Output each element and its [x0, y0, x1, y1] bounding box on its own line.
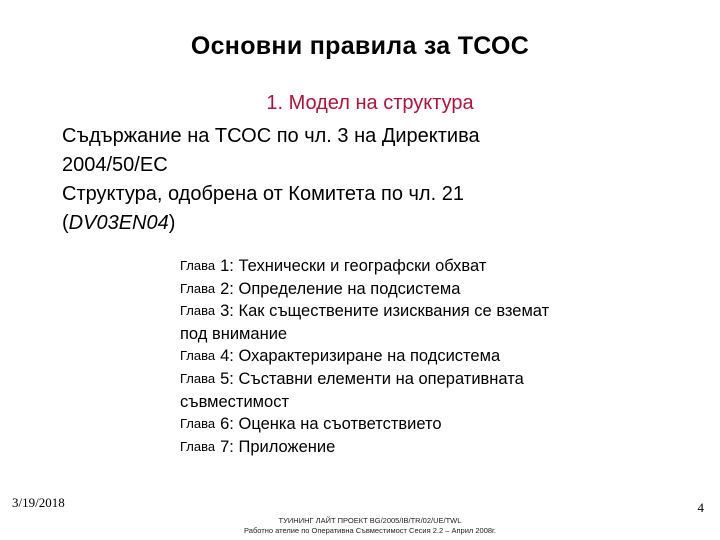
chapter-title: Определение на подсистема — [238, 279, 461, 298]
chapter-number: 1: — [220, 257, 234, 275]
chapter-title: Приложение — [238, 437, 336, 456]
chapter-number: 6: — [220, 415, 234, 434]
chapter-title: Съставни елементи на оперативната — [238, 369, 524, 388]
page-number: 4 — [697, 500, 704, 515]
chapter-number: 3: — [220, 302, 234, 321]
slide-date: 3/19/2018 — [12, 495, 65, 510]
slide-title: Основни правила за ТСОС — [190, 32, 530, 60]
chapter-title: Охарактеризиране на подсистема — [238, 347, 501, 366]
chapter-title: Технически и географски обхват — [238, 257, 487, 275]
chapter-number: 7: — [220, 437, 234, 456]
chapter-number: 4: — [220, 347, 234, 366]
chapter-item — [180, 345, 700, 368]
chapter-item — [180, 436, 700, 459]
intro-line-2: 2004/50/ЕС — [62, 154, 168, 176]
chapter-item — [180, 255, 700, 278]
intro-line-4 — [62, 209, 682, 238]
paren-open: ( — [62, 212, 69, 234]
chapter-word: Глава — [180, 303, 216, 319]
intro-line-3: Структура, одобрена от Комитета по чл. 21 — [62, 183, 464, 205]
chapter-item — [180, 413, 700, 436]
slide-footer — [0, 516, 720, 536]
chapter-list — [180, 255, 700, 458]
chapter-item — [180, 368, 700, 391]
chapter-word: Глава — [180, 258, 216, 273]
paren-close: ) — [168, 212, 176, 234]
footer-line-2: Работно ателие по Оперативна Съвместимост Сесия 2.2 – Април 2008г. — [244, 526, 496, 535]
chapter-word: Глава — [180, 280, 216, 296]
chapter-title-continuation: под внимание — [180, 324, 288, 343]
document-reference: DV03EN04 — [68, 212, 169, 234]
chapter-word: Глава — [180, 348, 216, 364]
footer-line-1: ТУИНИНГ ЛАЙТ ПРОЕКТ BG/2005/IB/TR/02/UE/TWL — [278, 516, 462, 525]
chapter-title: Как съществените изисквания се вземат — [238, 302, 550, 321]
intro-line-1: Съдържание на ТСОС по чл. 3 на Директива — [62, 125, 480, 147]
intro-text — [62, 122, 682, 238]
chapter-title-continuation: съвместимост — [180, 392, 290, 411]
chapter-word: Глава — [180, 416, 216, 432]
chapter-item — [180, 278, 700, 301]
chapter-number: 5: — [220, 369, 234, 388]
chapter-word: Глава — [180, 370, 216, 386]
chapter-item — [180, 300, 700, 323]
chapter-title: Оценка на съответствието — [238, 415, 442, 434]
chapter-number: 2: — [220, 279, 234, 298]
slide-subtitle: 1. Модел на структура — [266, 92, 474, 114]
chapter-word: Глава — [180, 438, 216, 454]
